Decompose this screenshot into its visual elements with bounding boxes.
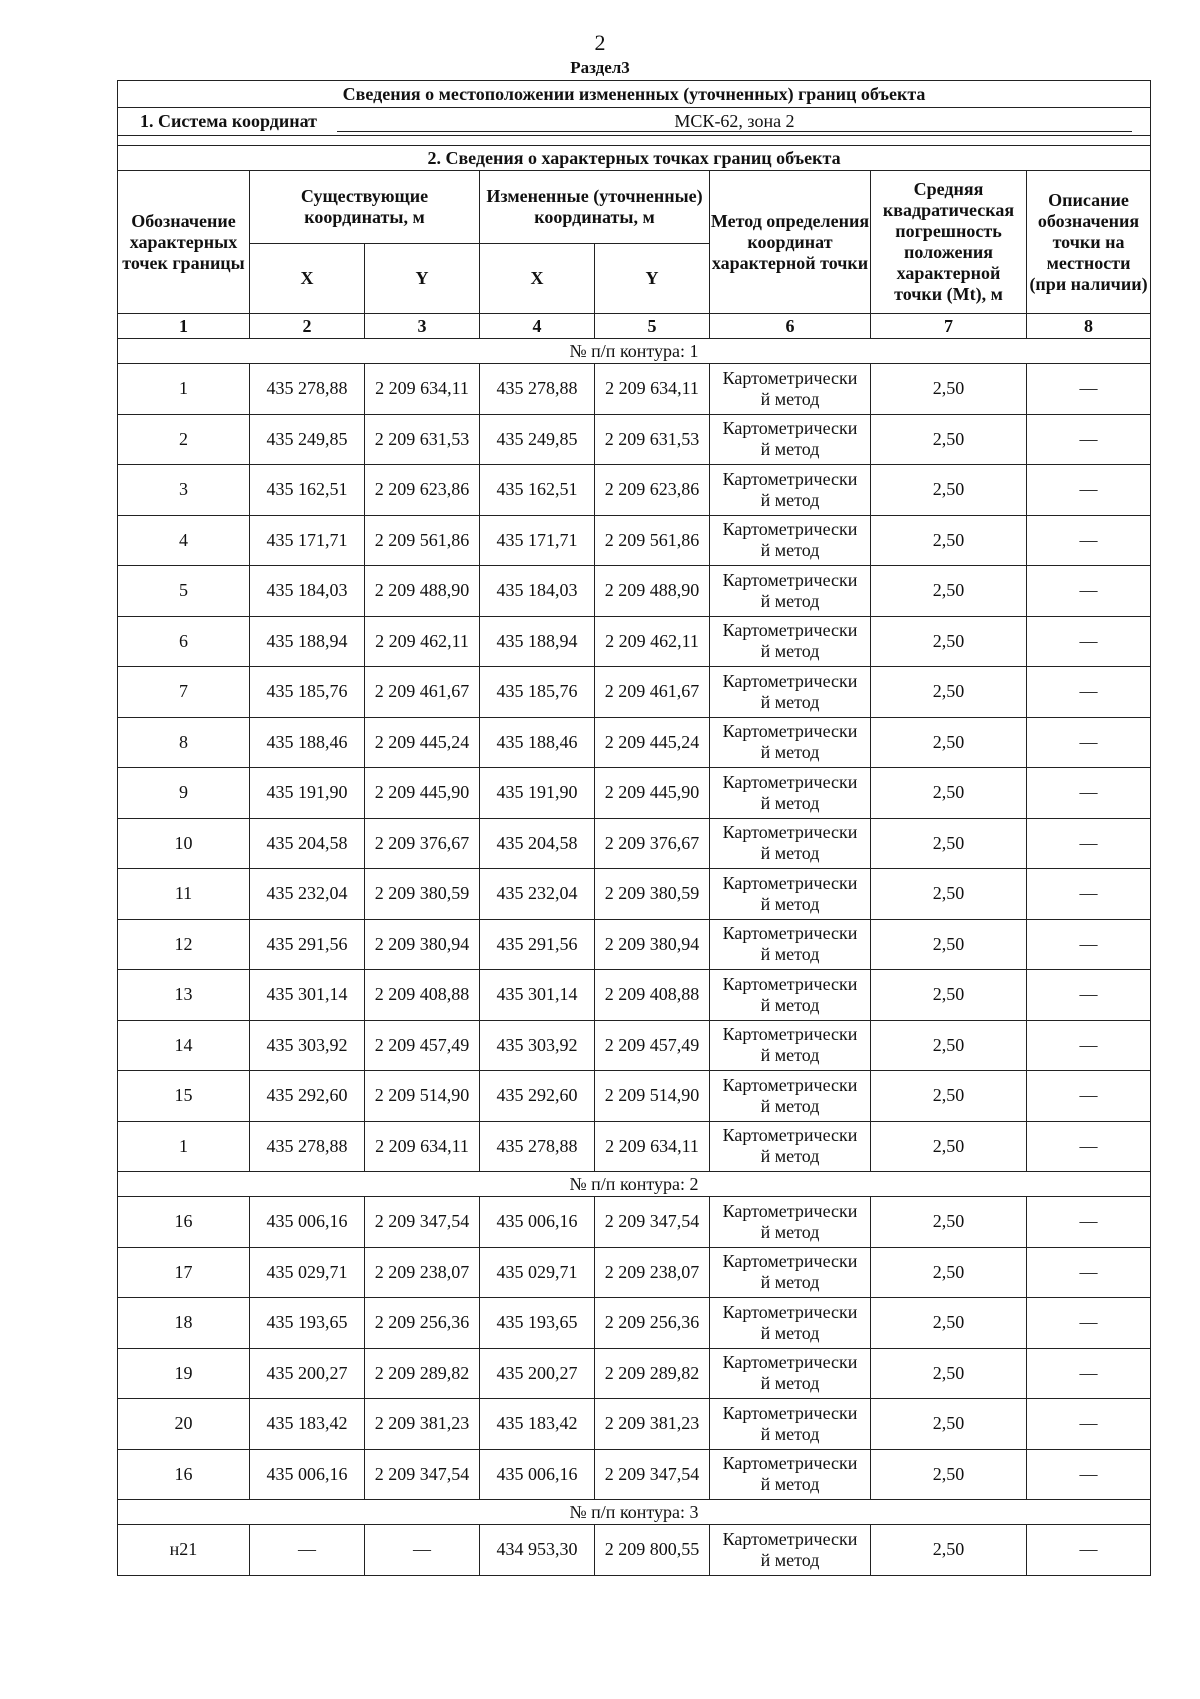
description-cell: —	[1027, 1020, 1151, 1071]
changed-x-cell: 435 171,71	[480, 515, 595, 566]
section-title: Раздел3	[570, 58, 630, 77]
changed-y-cell: 2 209 623,86	[595, 465, 710, 516]
method-line-1: Картометрически	[722, 1402, 858, 1423]
point-designation-cell: 2	[118, 414, 250, 465]
col-number: 5	[595, 314, 710, 339]
spacer-row	[118, 136, 1151, 146]
point-designation-cell: 16	[118, 1197, 250, 1248]
existing-y-cell: 2 209 289,82	[365, 1348, 480, 1399]
method-line-2: й метод	[760, 691, 820, 712]
existing-x-cell: 435 278,88	[250, 1121, 365, 1172]
existing-y-cell: —	[365, 1525, 480, 1576]
table-row	[118, 717, 1151, 768]
error-cell: 2,50	[871, 1348, 1027, 1399]
changed-y-cell: 2 209 462,11	[595, 616, 710, 667]
existing-y-cell: 2 209 380,59	[365, 869, 480, 920]
error-cell: 2,50	[871, 414, 1027, 465]
changed-y-cell: 2 209 238,07	[595, 1247, 710, 1298]
method-line-1: Картометрически	[722, 923, 858, 944]
description-cell: —	[1027, 566, 1151, 617]
method-cell	[710, 1247, 871, 1298]
method-cell	[710, 1071, 871, 1122]
existing-x-cell: 435 162,51	[250, 465, 365, 516]
method-line-1: Картометрически	[722, 620, 858, 641]
boundary-table	[117, 80, 1151, 1576]
existing-x-cell: 435 171,71	[250, 515, 365, 566]
changed-x-cell: 435 188,94	[480, 616, 595, 667]
table-row	[118, 1449, 1151, 1500]
description-cell: —	[1027, 717, 1151, 768]
existing-y-cell: 2 209 561,86	[365, 515, 480, 566]
description-cell: —	[1027, 970, 1151, 1021]
method-cell	[710, 667, 871, 718]
existing-y-cell: 2 209 376,67	[365, 818, 480, 869]
changed-x-cell: 435 301,14	[480, 970, 595, 1021]
changed-x-cell: 435 185,76	[480, 667, 595, 718]
changed-x-cell: 435 006,16	[480, 1197, 595, 1248]
table-title: Сведения о местоположении измененных (уточненных) границ объекта	[118, 81, 1151, 108]
changed-x-cell: 435 188,46	[480, 717, 595, 768]
changed-x-cell: 435 204,58	[480, 818, 595, 869]
existing-y-cell: 2 209 631,53	[365, 414, 480, 465]
table-row	[118, 970, 1151, 1021]
method-line-1: Картометрически	[722, 1200, 858, 1221]
description-cell: —	[1027, 919, 1151, 970]
method-line-2: й метод	[760, 1549, 820, 1570]
table-row	[118, 919, 1151, 970]
method-line-2: й метод	[760, 843, 820, 864]
error-cell: 2,50	[871, 667, 1027, 718]
existing-x-cell: 435 249,85	[250, 414, 365, 465]
existing-x-cell: 435 193,65	[250, 1298, 365, 1349]
changed-x-cell: 435 303,92	[480, 1020, 595, 1071]
existing-y-cell: 2 209 347,54	[365, 1197, 480, 1248]
description-cell: —	[1027, 1121, 1151, 1172]
existing-x-cell: 435 291,56	[250, 919, 365, 970]
changed-y-cell: 2 209 634,11	[595, 364, 710, 415]
existing-y-cell: 2 209 256,36	[365, 1298, 480, 1349]
existing-x-cell: 435 232,04	[250, 869, 365, 920]
page-number: 2	[594, 30, 606, 55]
existing-y-cell: 2 209 634,11	[365, 364, 480, 415]
method-line-2: й метод	[760, 388, 820, 409]
point-designation-cell: 6	[118, 616, 250, 667]
header-error: Средняя квадратическая погрешность положения характерной точки (Mt), м	[871, 171, 1027, 314]
existing-y-cell: 2 209 488,90	[365, 566, 480, 617]
method-line-2: й метод	[760, 641, 820, 662]
method-line-1: Картометрически	[722, 670, 858, 691]
existing-x-cell: 435 278,88	[250, 364, 365, 415]
method-line-2: й метод	[760, 1146, 820, 1167]
method-line-2: й метод	[760, 944, 820, 965]
changed-x-cell: 435 006,16	[480, 1449, 595, 1500]
error-cell: 2,50	[871, 616, 1027, 667]
method-cell	[710, 1197, 871, 1248]
method-line-2: й метод	[760, 893, 820, 914]
point-designation-cell: 15	[118, 1071, 250, 1122]
table-row	[118, 768, 1151, 819]
error-cell: 2,50	[871, 515, 1027, 566]
changed-x-cell: 435 278,88	[480, 1121, 595, 1172]
method-line-2: й метод	[760, 994, 820, 1015]
header-changed-x: X	[480, 244, 595, 314]
method-line-2: й метод	[760, 742, 820, 763]
changed-x-cell: 435 292,60	[480, 1071, 595, 1122]
method-line-2: й метод	[760, 590, 820, 611]
point-designation-cell: 9	[118, 768, 250, 819]
changed-x-cell: 435 184,03	[480, 566, 595, 617]
method-line-1: Картометрически	[722, 1125, 858, 1146]
header-existing-x: X	[250, 244, 365, 314]
existing-x-cell: 435 200,27	[250, 1348, 365, 1399]
point-designation-cell: 4	[118, 515, 250, 566]
error-cell: 2,50	[871, 919, 1027, 970]
changed-y-cell: 2 209 445,24	[595, 717, 710, 768]
coord-system-value: МСК-62, зона 2	[337, 111, 1132, 132]
existing-x-cell: 435 191,90	[250, 768, 365, 819]
existing-y-cell: 2 209 461,67	[365, 667, 480, 718]
method-line-2: й метод	[760, 1095, 820, 1116]
error-cell: 2,50	[871, 1071, 1027, 1122]
method-cell	[710, 364, 871, 415]
table-row	[118, 515, 1151, 566]
col-number: 8	[1027, 314, 1151, 339]
description-cell: —	[1027, 667, 1151, 718]
method-line-2: й метод	[760, 792, 820, 813]
description-cell: —	[1027, 1525, 1151, 1576]
method-line-1: Картометрически	[722, 1024, 858, 1045]
existing-x-cell: —	[250, 1525, 365, 1576]
method-cell	[710, 1348, 871, 1399]
existing-x-cell: 435 029,71	[250, 1247, 365, 1298]
description-cell: —	[1027, 1449, 1151, 1500]
point-designation-cell: 16	[118, 1449, 250, 1500]
table-row	[118, 1525, 1151, 1576]
changed-y-cell: 2 209 800,55	[595, 1525, 710, 1576]
table-title-row	[118, 81, 1151, 108]
error-cell: 2,50	[871, 768, 1027, 819]
changed-x-cell: 435 183,42	[480, 1399, 595, 1450]
changed-y-cell: 2 209 256,36	[595, 1298, 710, 1349]
error-cell: 2,50	[871, 1399, 1027, 1450]
changed-y-cell: 2 209 381,23	[595, 1399, 710, 1450]
method-cell	[710, 1525, 871, 1576]
points-title-row	[118, 146, 1151, 171]
table-row	[118, 1399, 1151, 1450]
existing-y-cell: 2 209 462,11	[365, 616, 480, 667]
point-designation-cell: 11	[118, 869, 250, 920]
method-cell	[710, 919, 871, 970]
contour-label-row	[118, 1500, 1151, 1525]
method-cell	[710, 465, 871, 516]
point-designation-cell: 20	[118, 1399, 250, 1450]
changed-x-cell: 435 291,56	[480, 919, 595, 970]
table-row	[118, 465, 1151, 516]
changed-x-cell: 435 191,90	[480, 768, 595, 819]
point-designation-cell: 14	[118, 1020, 250, 1071]
method-line-1: Картометрически	[722, 1528, 858, 1549]
point-designation-cell: 18	[118, 1298, 250, 1349]
existing-x-cell: 435 188,94	[250, 616, 365, 667]
table-row	[118, 1247, 1151, 1298]
existing-y-cell: 2 209 634,11	[365, 1121, 480, 1172]
error-cell: 2,50	[871, 869, 1027, 920]
table-row	[118, 818, 1151, 869]
method-cell	[710, 1298, 871, 1349]
description-cell: —	[1027, 1399, 1151, 1450]
changed-y-cell: 2 209 376,67	[595, 818, 710, 869]
point-designation-cell: 17	[118, 1247, 250, 1298]
changed-y-cell: 2 209 408,88	[595, 970, 710, 1021]
table-row	[118, 869, 1151, 920]
changed-y-cell: 2 209 634,11	[595, 1121, 710, 1172]
changed-y-cell: 2 209 457,49	[595, 1020, 710, 1071]
description-cell: —	[1027, 1348, 1151, 1399]
table-row	[118, 1197, 1151, 1248]
method-line-1: Картометрически	[722, 771, 858, 792]
error-cell: 2,50	[871, 818, 1027, 869]
method-cell	[710, 869, 871, 920]
existing-x-cell: 435 006,16	[250, 1197, 365, 1248]
changed-x-cell: 434 953,30	[480, 1525, 595, 1576]
point-designation-cell: 19	[118, 1348, 250, 1399]
existing-x-cell: 435 185,76	[250, 667, 365, 718]
header-existing-y: Y	[365, 244, 480, 314]
existing-x-cell: 435 292,60	[250, 1071, 365, 1122]
table-row	[118, 1071, 1151, 1122]
error-cell: 2,50	[871, 1525, 1027, 1576]
contour-label: № п/п контура: 2	[118, 1172, 1151, 1197]
description-cell: —	[1027, 768, 1151, 819]
existing-y-cell: 2 209 445,24	[365, 717, 480, 768]
method-line-1: Картометрически	[722, 721, 858, 742]
method-cell	[710, 1121, 871, 1172]
point-designation-cell: 3	[118, 465, 250, 516]
contour-label: № п/п контура: 3	[118, 1500, 1151, 1525]
existing-x-cell: 435 301,14	[250, 970, 365, 1021]
method-cell	[710, 616, 871, 667]
table-row	[118, 616, 1151, 667]
col-number: 6	[710, 314, 871, 339]
changed-y-cell: 2 209 380,94	[595, 919, 710, 970]
error-cell: 2,50	[871, 1197, 1027, 1248]
point-designation-cell: 13	[118, 970, 250, 1021]
changed-y-cell: 2 209 380,59	[595, 869, 710, 920]
contour-label: № п/п контура: 1	[118, 339, 1151, 364]
method-cell	[710, 566, 871, 617]
description-cell: —	[1027, 414, 1151, 465]
existing-y-cell: 2 209 381,23	[365, 1399, 480, 1450]
method-line-2: й метод	[760, 540, 820, 561]
coord-system-label: 1. Система координат	[140, 111, 317, 131]
existing-y-cell: 2 209 457,49	[365, 1020, 480, 1071]
point-designation-cell: н21	[118, 1525, 250, 1576]
error-cell: 2,50	[871, 1020, 1027, 1071]
point-designation-cell: 1	[118, 364, 250, 415]
col-number: 7	[871, 314, 1027, 339]
existing-y-cell: 2 209 380,94	[365, 919, 480, 970]
header-changed-coords: Измененные (уточненные) координаты, м	[480, 171, 710, 244]
method-line-1: Картометрически	[722, 367, 858, 388]
method-line-1: Картометрически	[722, 569, 858, 590]
changed-x-cell: 435 029,71	[480, 1247, 595, 1298]
existing-y-cell: 2 209 514,90	[365, 1071, 480, 1122]
changed-y-cell: 2 209 488,90	[595, 566, 710, 617]
changed-x-cell: 435 249,85	[480, 414, 595, 465]
existing-y-cell: 2 209 347,54	[365, 1449, 480, 1500]
coord-system-row	[118, 108, 1151, 136]
table-row	[118, 566, 1151, 617]
changed-y-cell: 2 209 347,54	[595, 1197, 710, 1248]
table-row	[118, 414, 1151, 465]
description-cell: —	[1027, 515, 1151, 566]
description-cell: —	[1027, 364, 1151, 415]
existing-y-cell: 2 209 408,88	[365, 970, 480, 1021]
error-cell: 2,50	[871, 1247, 1027, 1298]
changed-y-cell: 2 209 347,54	[595, 1449, 710, 1500]
existing-x-cell: 435 204,58	[250, 818, 365, 869]
error-cell: 2,50	[871, 364, 1027, 415]
method-line-2: й метод	[760, 439, 820, 460]
error-cell: 2,50	[871, 465, 1027, 516]
error-cell: 2,50	[871, 970, 1027, 1021]
changed-x-cell: 435 193,65	[480, 1298, 595, 1349]
description-cell: —	[1027, 616, 1151, 667]
description-cell: —	[1027, 869, 1151, 920]
header-description: Описание обозначения точки на местности (при наличии)	[1027, 171, 1151, 314]
method-line-2: й метод	[760, 1045, 820, 1066]
header-method: Метод определения координат характерной точки	[710, 171, 871, 314]
contour-label-row	[118, 339, 1151, 364]
existing-x-cell: 435 303,92	[250, 1020, 365, 1071]
method-line-2: й метод	[760, 1322, 820, 1343]
existing-x-cell: 435 188,46	[250, 717, 365, 768]
changed-y-cell: 2 209 461,67	[595, 667, 710, 718]
method-cell	[710, 717, 871, 768]
header-existing-coords: Существующие координаты, м	[250, 171, 480, 244]
method-line-1: Картометрически	[722, 822, 858, 843]
changed-x-cell: 435 232,04	[480, 869, 595, 920]
points-title: 2. Сведения о характерных точках границ объекта	[118, 146, 1151, 171]
method-line-1: Картометрически	[722, 1074, 858, 1095]
method-line-1: Картометрически	[722, 973, 858, 994]
col-number: 3	[365, 314, 480, 339]
header-changed-y: Y	[595, 244, 710, 314]
changed-y-cell: 2 209 289,82	[595, 1348, 710, 1399]
error-cell: 2,50	[871, 566, 1027, 617]
table-row	[118, 1020, 1151, 1071]
description-cell: —	[1027, 1197, 1151, 1248]
point-designation-cell: 10	[118, 818, 250, 869]
col-number: 1	[118, 314, 250, 339]
error-cell: 2,50	[871, 1449, 1027, 1500]
method-cell	[710, 1399, 871, 1450]
point-designation-cell: 12	[118, 919, 250, 970]
method-line-1: Картометрически	[722, 872, 858, 893]
method-line-2: й метод	[760, 1272, 820, 1293]
method-cell	[710, 515, 871, 566]
existing-y-cell: 2 209 623,86	[365, 465, 480, 516]
existing-x-cell: 435 006,16	[250, 1449, 365, 1500]
point-designation-cell: 1	[118, 1121, 250, 1172]
method-line-1: Картометрически	[722, 1251, 858, 1272]
table-row	[118, 1121, 1151, 1172]
changed-y-cell: 2 209 514,90	[595, 1071, 710, 1122]
table-row	[118, 667, 1151, 718]
method-cell	[710, 1449, 871, 1500]
table-row	[118, 364, 1151, 415]
changed-y-cell: 2 209 445,90	[595, 768, 710, 819]
description-cell: —	[1027, 1298, 1151, 1349]
method-line-2: й метод	[760, 1221, 820, 1242]
method-line-1: Картометрически	[722, 1453, 858, 1474]
error-cell: 2,50	[871, 717, 1027, 768]
existing-x-cell: 435 183,42	[250, 1399, 365, 1450]
method-line-1: Картометрически	[722, 1301, 858, 1322]
point-designation-cell: 8	[118, 717, 250, 768]
col-number: 4	[480, 314, 595, 339]
col-number: 2	[250, 314, 365, 339]
method-cell	[710, 1020, 871, 1071]
method-line-1: Картометрически	[722, 519, 858, 540]
existing-x-cell: 435 184,03	[250, 566, 365, 617]
existing-y-cell: 2 209 238,07	[365, 1247, 480, 1298]
changed-x-cell: 435 162,51	[480, 465, 595, 516]
description-cell: —	[1027, 1071, 1151, 1122]
method-line-2: й метод	[760, 1474, 820, 1495]
changed-x-cell: 435 200,27	[480, 1348, 595, 1399]
description-cell: —	[1027, 465, 1151, 516]
method-cell	[710, 414, 871, 465]
existing-y-cell: 2 209 445,90	[365, 768, 480, 819]
point-designation-cell: 7	[118, 667, 250, 718]
method-cell	[710, 818, 871, 869]
method-line-1: Картометрически	[722, 418, 858, 439]
header-point-designation: Обозначение характерных точек границы	[118, 171, 250, 314]
contour-label-row	[118, 1172, 1151, 1197]
description-cell: —	[1027, 1247, 1151, 1298]
header-numbers-row	[118, 314, 1151, 339]
method-line-1: Картометрически	[722, 468, 858, 489]
changed-y-cell: 2 209 561,86	[595, 515, 710, 566]
method-line-1: Картометрически	[722, 1352, 858, 1373]
header-row-1	[118, 171, 1151, 244]
method-cell	[710, 768, 871, 819]
method-line-2: й метод	[760, 489, 820, 510]
error-cell: 2,50	[871, 1121, 1027, 1172]
changed-x-cell: 435 278,88	[480, 364, 595, 415]
error-cell: 2,50	[871, 1298, 1027, 1349]
description-cell: —	[1027, 818, 1151, 869]
method-line-2: й метод	[760, 1373, 820, 1394]
table-row	[118, 1348, 1151, 1399]
changed-y-cell: 2 209 631,53	[595, 414, 710, 465]
method-line-2: й метод	[760, 1423, 820, 1444]
table-row	[118, 1298, 1151, 1349]
point-designation-cell: 5	[118, 566, 250, 617]
method-cell	[710, 970, 871, 1021]
